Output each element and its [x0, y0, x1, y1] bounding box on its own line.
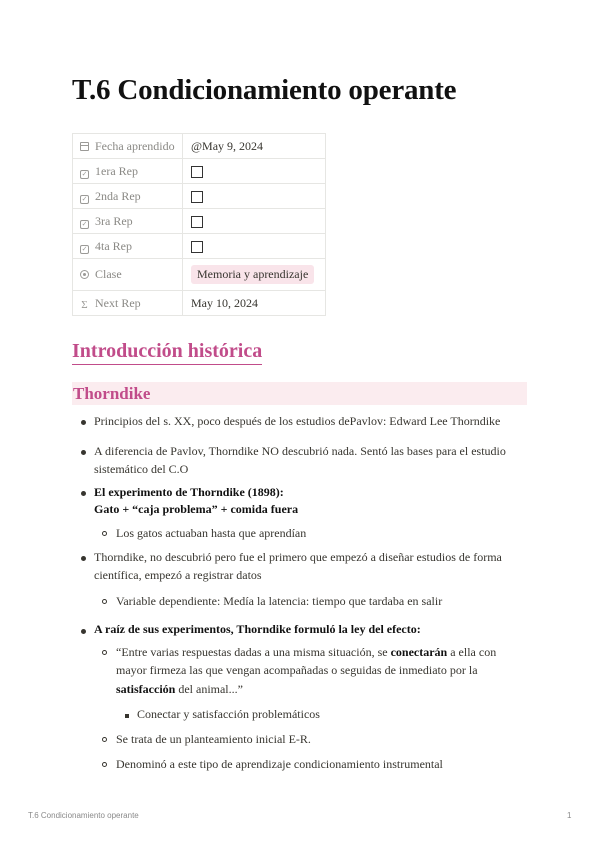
- property-key: 1era Rep: [95, 163, 138, 178]
- sub-bullet-circle: [102, 531, 107, 536]
- list-item: A diferencia de Pavlov, Thorndike NO descubrió nada. Sentó las bases para el estudio: [94, 444, 506, 458]
- formula-icon: Σ: [81, 298, 88, 311]
- bullet-dot: [81, 491, 86, 496]
- sub-list-item: Se trata de un planteamiento inicial E-R.: [116, 732, 311, 746]
- property-key: 3ra Rep: [95, 213, 133, 228]
- sub-bullet-circle: [102, 762, 107, 767]
- checkbox[interactable]: [191, 241, 203, 253]
- sub-bullet-circle: [102, 650, 107, 655]
- property-row: [73, 159, 326, 184]
- list-item-line: Gato + “caja problema” + comida fuera: [94, 502, 299, 516]
- sub-list-item: Denominó a este tipo de aprendizaje condicionamiento instrumental: [116, 757, 443, 771]
- list-item: A raíz de sus experimentos, Thorndike formuló la ley del efecto:: [94, 622, 421, 636]
- checkbox-property-icon: ✓: [81, 194, 88, 203]
- property-row: [73, 184, 326, 209]
- subsection-heading: Thorndike: [72, 382, 527, 405]
- calendar-icon: [80, 142, 89, 151]
- sub-list-item: “Entre varias respuestas dadas a una misma situación, se conectarán a ella con: [116, 645, 497, 659]
- property-key: 2nda Rep: [95, 188, 141, 203]
- page-number: 1: [567, 811, 572, 820]
- select-icon: [80, 270, 89, 279]
- property-key: Next Rep: [95, 295, 141, 310]
- list-item-line: científica, empezó a registrar datos: [94, 568, 262, 582]
- bullet-dot: [81, 556, 86, 561]
- property-row: [73, 259, 326, 291]
- properties-table: [72, 133, 326, 316]
- property-row: [73, 291, 326, 316]
- sub-bullet-circle: [102, 599, 107, 604]
- property-row: [73, 209, 326, 234]
- sub-list-item: Los gatos actuaban hasta que aprendían: [116, 526, 307, 540]
- sub-list-item-line: satisfacción del animal...”: [116, 682, 243, 696]
- list-item-line: sistemático del C.O: [94, 462, 189, 476]
- sub-list-item-line: mayor firmeza las que vengan acompañadas o seguidas de inmediato por la: [116, 663, 478, 677]
- property-key: Clase: [95, 267, 122, 281]
- page-title: T.6 Condicionamiento operante: [72, 74, 457, 106]
- bullet-dot: [81, 420, 86, 425]
- list-item: Principios del s. XX, poco después de los estudios dePavlov: Edward Lee Thorndike: [94, 414, 501, 428]
- checkbox[interactable]: [191, 166, 203, 178]
- sub-bullet-circle: [102, 737, 107, 742]
- class-tag[interactable]: Memoria y aprendizaje: [191, 265, 314, 284]
- property-value[interactable]: @May 9, 2024: [191, 138, 264, 153]
- bullet-dot: [81, 450, 86, 455]
- property-row: [73, 234, 326, 259]
- list-item: Thorndike, no descubrió pero fue el primero que empezó a diseñar estudios de forma: [94, 550, 502, 564]
- checkbox-property-icon: ✓: [81, 219, 88, 228]
- property-row: [73, 134, 326, 159]
- property-value: May 10, 2024: [191, 295, 258, 310]
- checkbox-property-icon: ✓: [81, 244, 88, 253]
- property-key: 4ta Rep: [95, 238, 132, 253]
- list-item: El experimento de Thorndike (1898):: [94, 485, 284, 499]
- checkbox[interactable]: [191, 191, 203, 203]
- sub-list-item: Variable dependiente: Medía la latencia: tiempo que tardaba en salir: [116, 594, 443, 608]
- checkbox[interactable]: [191, 216, 203, 228]
- sub-sub-bullet-square: [125, 714, 129, 718]
- section-heading: Introducción histórica: [72, 340, 262, 365]
- footer-title: T.6 Condicionamiento operante: [28, 811, 139, 820]
- checkbox-property-icon: ✓: [81, 169, 88, 178]
- property-key: Fecha aprendido: [95, 138, 175, 153]
- sub-sub-list-item: Conectar y satisfacción problemáticos: [137, 707, 320, 721]
- bullet-dot: [81, 629, 86, 634]
